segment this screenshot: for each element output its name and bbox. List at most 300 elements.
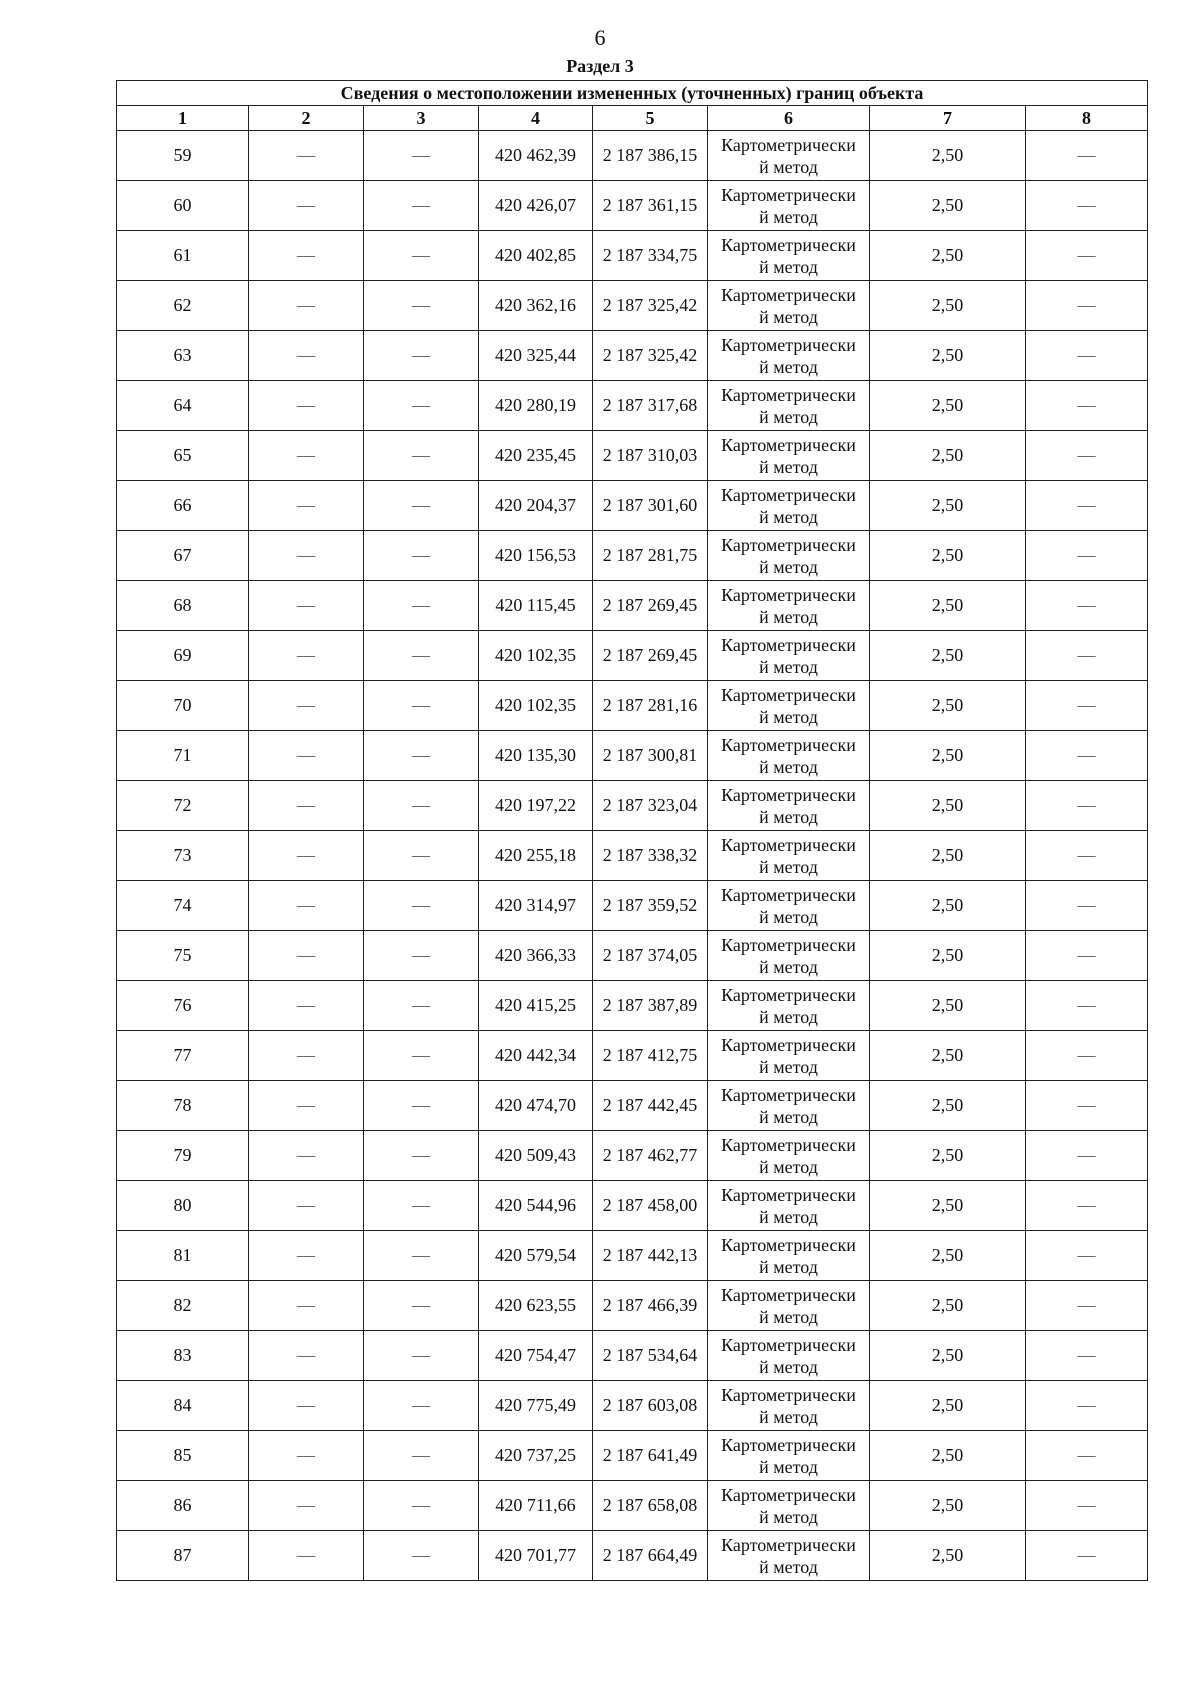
method-text-line1: Картометрически xyxy=(721,334,856,355)
point-number-cell: 77 xyxy=(117,1031,249,1081)
empty-dash-cell: — xyxy=(1026,781,1148,831)
column-number: 8 xyxy=(1026,106,1148,131)
empty-dash-cell: — xyxy=(364,331,479,381)
method-cell xyxy=(708,781,870,831)
y-coordinate-cell: 2 187 359,52 xyxy=(593,881,708,931)
empty-dash-cell: — xyxy=(1026,831,1148,881)
x-coordinate-cell: 420 115,45 xyxy=(479,581,593,631)
x-coordinate-cell: 420 102,35 xyxy=(479,631,593,681)
empty-dash-cell: — xyxy=(364,431,479,481)
table-row xyxy=(117,1281,1148,1331)
y-coordinate-cell: 2 187 281,75 xyxy=(593,531,708,581)
accuracy-cell: 2,50 xyxy=(870,181,1026,231)
empty-dash-cell: — xyxy=(1026,1381,1148,1431)
table-row xyxy=(117,1381,1148,1431)
point-number-cell: 78 xyxy=(117,1081,249,1131)
empty-dash-cell: — xyxy=(249,581,364,631)
empty-dash-cell: — xyxy=(249,731,364,781)
y-coordinate-cell: 2 187 300,81 xyxy=(593,731,708,781)
empty-dash-cell: — xyxy=(249,481,364,531)
column-number: 4 xyxy=(479,106,593,131)
accuracy-cell: 2,50 xyxy=(870,1281,1026,1331)
table-row xyxy=(117,781,1148,831)
y-coordinate-cell: 2 187 317,68 xyxy=(593,381,708,431)
method-cell xyxy=(708,1381,870,1431)
method-text-line1: Картометрически xyxy=(721,1384,856,1405)
empty-dash-cell: — xyxy=(364,381,479,431)
y-coordinate-cell: 2 187 361,15 xyxy=(593,181,708,231)
table-row xyxy=(117,731,1148,781)
point-number-cell: 68 xyxy=(117,581,249,631)
y-coordinate-cell: 2 187 442,13 xyxy=(593,1231,708,1281)
y-coordinate-cell: 2 187 323,04 xyxy=(593,781,708,831)
method-text-line1: Картометрически xyxy=(721,484,856,505)
table-row xyxy=(117,1231,1148,1281)
accuracy-cell: 2,50 xyxy=(870,431,1026,481)
method-cell xyxy=(708,231,870,281)
empty-dash-cell: — xyxy=(249,231,364,281)
point-number-cell: 71 xyxy=(117,731,249,781)
empty-dash-cell: — xyxy=(1026,881,1148,931)
table-row xyxy=(117,1431,1148,1481)
method-text-line1: Картометрически xyxy=(721,434,856,455)
method-text-line1: Картометрически xyxy=(721,1234,856,1255)
point-number-cell: 66 xyxy=(117,481,249,531)
y-coordinate-cell: 2 187 325,42 xyxy=(593,281,708,331)
method-cell xyxy=(708,831,870,881)
empty-dash-cell: — xyxy=(1026,681,1148,731)
accuracy-cell: 2,50 xyxy=(870,531,1026,581)
coordinates-table xyxy=(116,80,1148,1581)
empty-dash-cell: — xyxy=(364,231,479,281)
method-text-line1: Картометрически xyxy=(721,1434,856,1455)
empty-dash-cell: — xyxy=(364,881,479,931)
accuracy-cell: 2,50 xyxy=(870,681,1026,731)
table-row xyxy=(117,481,1148,531)
empty-dash-cell: — xyxy=(249,1031,364,1081)
table-row xyxy=(117,581,1148,631)
y-coordinate-cell: 2 187 310,03 xyxy=(593,431,708,481)
x-coordinate-cell: 420 156,53 xyxy=(479,531,593,581)
x-coordinate-cell: 420 509,43 xyxy=(479,1131,593,1181)
empty-dash-cell: — xyxy=(364,281,479,331)
method-text-line1: Картометрически xyxy=(721,784,856,805)
empty-dash-cell: — xyxy=(1026,431,1148,481)
y-coordinate-cell: 2 187 658,08 xyxy=(593,1481,708,1531)
empty-dash-cell: — xyxy=(1026,381,1148,431)
accuracy-cell: 2,50 xyxy=(870,481,1026,531)
accuracy-cell: 2,50 xyxy=(870,1131,1026,1181)
empty-dash-cell: — xyxy=(1026,1531,1148,1581)
method-cell xyxy=(708,431,870,481)
table-row xyxy=(117,681,1148,731)
y-coordinate-cell: 2 187 334,75 xyxy=(593,231,708,281)
table-row xyxy=(117,1331,1148,1381)
method-text-line2: й метод xyxy=(759,656,818,677)
method-text-line1: Картометрически xyxy=(721,1534,856,1555)
method-cell xyxy=(708,1431,870,1481)
method-text-line1: Картометрически xyxy=(721,584,856,605)
empty-dash-cell: — xyxy=(1026,1081,1148,1131)
point-number-cell: 80 xyxy=(117,1181,249,1231)
x-coordinate-cell: 420 544,96 xyxy=(479,1181,593,1231)
accuracy-cell: 2,50 xyxy=(870,1431,1026,1481)
method-text-line1: Картометрически xyxy=(721,1334,856,1355)
method-text-line1: Картометрически xyxy=(721,184,856,205)
method-text-line2: й метод xyxy=(759,1106,818,1127)
accuracy-cell: 2,50 xyxy=(870,331,1026,381)
column-number: 3 xyxy=(364,106,479,131)
empty-dash-cell: — xyxy=(364,1331,479,1381)
x-coordinate-cell: 420 462,39 xyxy=(479,131,593,181)
column-number: 2 xyxy=(249,106,364,131)
empty-dash-cell: — xyxy=(249,1131,364,1181)
x-coordinate-cell: 420 415,25 xyxy=(479,981,593,1031)
method-cell xyxy=(708,1481,870,1531)
method-cell xyxy=(708,981,870,1031)
table-row xyxy=(117,981,1148,1031)
method-text-line1: Картометрически xyxy=(721,934,856,955)
empty-dash-cell: — xyxy=(1026,731,1148,781)
empty-dash-cell: — xyxy=(1026,1331,1148,1381)
accuracy-cell: 2,50 xyxy=(870,1331,1026,1381)
x-coordinate-cell: 420 314,97 xyxy=(479,881,593,931)
empty-dash-cell: — xyxy=(249,931,364,981)
method-text-line1: Картометрически xyxy=(721,634,856,655)
y-coordinate-cell: 2 187 664,49 xyxy=(593,1531,708,1581)
point-number-cell: 65 xyxy=(117,431,249,481)
empty-dash-cell: — xyxy=(249,1431,364,1481)
empty-dash-cell: — xyxy=(364,1481,479,1531)
column-number: 5 xyxy=(593,106,708,131)
point-number-cell: 69 xyxy=(117,631,249,681)
empty-dash-cell: — xyxy=(364,1431,479,1481)
accuracy-cell: 2,50 xyxy=(870,781,1026,831)
y-coordinate-cell: 2 187 458,00 xyxy=(593,1181,708,1231)
point-number-cell: 82 xyxy=(117,1281,249,1331)
method-text-line2: й метод xyxy=(759,906,818,927)
method-cell xyxy=(708,1081,870,1131)
point-number-cell: 75 xyxy=(117,931,249,981)
empty-dash-cell: — xyxy=(1026,931,1148,981)
method-text-line1: Картометрически xyxy=(721,1284,856,1305)
table-row xyxy=(117,231,1148,281)
empty-dash-cell: — xyxy=(249,1281,364,1331)
method-cell xyxy=(708,131,870,181)
accuracy-cell: 2,50 xyxy=(870,631,1026,681)
empty-dash-cell: — xyxy=(1026,481,1148,531)
method-text-line2: й метод xyxy=(759,1456,818,1477)
method-text-line2: й метод xyxy=(759,1056,818,1077)
method-text-line2: й метод xyxy=(759,206,818,227)
empty-dash-cell: — xyxy=(249,181,364,231)
accuracy-cell: 2,50 xyxy=(870,931,1026,981)
empty-dash-cell: — xyxy=(249,381,364,431)
method-text-line2: й метод xyxy=(759,1406,818,1427)
column-number: 7 xyxy=(870,106,1026,131)
method-text-line1: Картометрически xyxy=(721,1034,856,1055)
y-coordinate-cell: 2 187 462,77 xyxy=(593,1131,708,1181)
empty-dash-cell: — xyxy=(1026,1481,1148,1531)
accuracy-cell: 2,50 xyxy=(870,1231,1026,1281)
y-coordinate-cell: 2 187 412,75 xyxy=(593,1031,708,1081)
method-text-line2: й метод xyxy=(759,406,818,427)
point-number-cell: 79 xyxy=(117,1131,249,1181)
method-text-line1: Картометрически xyxy=(721,884,856,905)
method-text-line2: й метод xyxy=(759,256,818,277)
y-coordinate-cell: 2 187 442,45 xyxy=(593,1081,708,1131)
x-coordinate-cell: 420 754,47 xyxy=(479,1331,593,1381)
point-number-cell: 64 xyxy=(117,381,249,431)
method-text-line2: й метод xyxy=(759,756,818,777)
method-cell xyxy=(708,331,870,381)
empty-dash-cell: — xyxy=(249,631,364,681)
point-number-cell: 85 xyxy=(117,1431,249,1481)
method-cell xyxy=(708,581,870,631)
table-body xyxy=(117,131,1148,1581)
x-coordinate-cell: 420 623,55 xyxy=(479,1281,593,1331)
table-row xyxy=(117,281,1148,331)
section-title: Раздел 3 xyxy=(566,56,634,76)
empty-dash-cell: — xyxy=(1026,1031,1148,1081)
empty-dash-cell: — xyxy=(249,681,364,731)
method-text-line1: Картометрически xyxy=(721,1084,856,1105)
x-coordinate-cell: 420 701,77 xyxy=(479,1531,593,1581)
method-cell xyxy=(708,881,870,931)
empty-dash-cell: — xyxy=(249,1531,364,1581)
y-coordinate-cell: 2 187 534,64 xyxy=(593,1331,708,1381)
method-text-line2: й метод xyxy=(759,506,818,527)
method-text-line2: й метод xyxy=(759,1556,818,1577)
method-text-line2: й метод xyxy=(759,606,818,627)
point-number-cell: 63 xyxy=(117,331,249,381)
table-row xyxy=(117,431,1148,481)
x-coordinate-cell: 420 204,37 xyxy=(479,481,593,531)
table-row xyxy=(117,1181,1148,1231)
x-coordinate-cell: 420 775,49 xyxy=(479,1381,593,1431)
x-coordinate-cell: 420 197,22 xyxy=(479,781,593,831)
table-row xyxy=(117,881,1148,931)
accuracy-cell: 2,50 xyxy=(870,281,1026,331)
table-row xyxy=(117,1081,1148,1131)
point-number-cell: 84 xyxy=(117,1381,249,1431)
accuracy-cell: 2,50 xyxy=(870,981,1026,1031)
point-number-cell: 83 xyxy=(117,1331,249,1381)
table-row xyxy=(117,531,1148,581)
table-caption: Сведения о местоположении измененных (уточненных) границ объекта xyxy=(117,81,1148,106)
empty-dash-cell: — xyxy=(364,931,479,981)
method-text-line1: Картометрически xyxy=(721,984,856,1005)
method-cell xyxy=(708,631,870,681)
empty-dash-cell: — xyxy=(364,131,479,181)
table-row xyxy=(117,1531,1148,1581)
x-coordinate-cell: 420 102,35 xyxy=(479,681,593,731)
empty-dash-cell: — xyxy=(364,1181,479,1231)
method-cell xyxy=(708,181,870,231)
empty-dash-cell: — xyxy=(1026,281,1148,331)
column-number: 1 xyxy=(117,106,249,131)
x-coordinate-cell: 420 442,34 xyxy=(479,1031,593,1081)
table-row xyxy=(117,831,1148,881)
table-row xyxy=(117,381,1148,431)
empty-dash-cell: — xyxy=(1026,1181,1148,1231)
accuracy-cell: 2,50 xyxy=(870,1181,1026,1231)
y-coordinate-cell: 2 187 338,32 xyxy=(593,831,708,881)
empty-dash-cell: — xyxy=(249,531,364,581)
empty-dash-cell: — xyxy=(364,1231,479,1281)
method-text-line1: Картометрически xyxy=(721,1484,856,1505)
method-cell xyxy=(708,681,870,731)
method-text-line2: й метод xyxy=(759,856,818,877)
table-row xyxy=(117,131,1148,181)
column-number-row xyxy=(117,106,1148,131)
x-coordinate-cell: 420 280,19 xyxy=(479,381,593,431)
accuracy-cell: 2,50 xyxy=(870,381,1026,431)
page-number: 6 xyxy=(594,25,606,50)
method-text-line1: Картометрически xyxy=(721,384,856,405)
method-cell xyxy=(708,1131,870,1181)
empty-dash-cell: — xyxy=(364,1281,479,1331)
x-coordinate-cell: 420 135,30 xyxy=(479,731,593,781)
point-number-cell: 70 xyxy=(117,681,249,731)
point-number-cell: 81 xyxy=(117,1231,249,1281)
empty-dash-cell: — xyxy=(1026,631,1148,681)
accuracy-cell: 2,50 xyxy=(870,231,1026,281)
empty-dash-cell: — xyxy=(249,1381,364,1431)
empty-dash-cell: — xyxy=(364,731,479,781)
y-coordinate-cell: 2 187 641,49 xyxy=(593,1431,708,1481)
empty-dash-cell: — xyxy=(249,1331,364,1381)
table-row xyxy=(117,1131,1148,1181)
method-cell xyxy=(708,1331,870,1381)
empty-dash-cell: — xyxy=(249,981,364,1031)
table-row xyxy=(117,931,1148,981)
point-number-cell: 74 xyxy=(117,881,249,931)
point-number-cell: 72 xyxy=(117,781,249,831)
method-text-line2: й метод xyxy=(759,1506,818,1527)
method-text-line2: й метод xyxy=(759,356,818,377)
point-number-cell: 73 xyxy=(117,831,249,881)
empty-dash-cell: — xyxy=(364,1381,479,1431)
method-text-line2: й метод xyxy=(759,1156,818,1177)
method-text-line1: Картометрически xyxy=(721,534,856,555)
y-coordinate-cell: 2 187 325,42 xyxy=(593,331,708,381)
method-cell xyxy=(708,381,870,431)
x-coordinate-cell: 420 737,25 xyxy=(479,1431,593,1481)
empty-dash-cell: — xyxy=(364,531,479,581)
method-text-line1: Картометрически xyxy=(721,284,856,305)
empty-dash-cell: — xyxy=(364,1531,479,1581)
method-text-line1: Картометрически xyxy=(721,234,856,255)
method-text-line2: й метод xyxy=(759,806,818,827)
x-coordinate-cell: 420 474,70 xyxy=(479,1081,593,1131)
point-number-cell: 67 xyxy=(117,531,249,581)
empty-dash-cell: — xyxy=(1026,331,1148,381)
x-coordinate-cell: 420 579,54 xyxy=(479,1231,593,1281)
method-cell xyxy=(708,931,870,981)
method-cell xyxy=(708,1281,870,1331)
method-text-line2: й метод xyxy=(759,706,818,727)
empty-dash-cell: — xyxy=(249,131,364,181)
empty-dash-cell: — xyxy=(249,1231,364,1281)
accuracy-cell: 2,50 xyxy=(870,881,1026,931)
empty-dash-cell: — xyxy=(249,881,364,931)
accuracy-cell: 2,50 xyxy=(870,131,1026,181)
y-coordinate-cell: 2 187 374,05 xyxy=(593,931,708,981)
empty-dash-cell: — xyxy=(1026,181,1148,231)
empty-dash-cell: — xyxy=(249,831,364,881)
x-coordinate-cell: 420 366,33 xyxy=(479,931,593,981)
accuracy-cell: 2,50 xyxy=(870,1481,1026,1531)
empty-dash-cell: — xyxy=(249,281,364,331)
accuracy-cell: 2,50 xyxy=(870,731,1026,781)
accuracy-cell: 2,50 xyxy=(870,831,1026,881)
x-coordinate-cell: 420 402,85 xyxy=(479,231,593,281)
empty-dash-cell: — xyxy=(1026,581,1148,631)
empty-dash-cell: — xyxy=(249,431,364,481)
point-number-cell: 59 xyxy=(117,131,249,181)
accuracy-cell: 2,50 xyxy=(870,1031,1026,1081)
table-row xyxy=(117,331,1148,381)
y-coordinate-cell: 2 187 301,60 xyxy=(593,481,708,531)
empty-dash-cell: — xyxy=(364,831,479,881)
method-text-line1: Картометрически xyxy=(721,1134,856,1155)
empty-dash-cell: — xyxy=(249,781,364,831)
x-coordinate-cell: 420 325,44 xyxy=(479,331,593,381)
method-cell xyxy=(708,1031,870,1081)
method-text-line2: й метод xyxy=(759,1356,818,1377)
method-cell xyxy=(708,531,870,581)
method-text-line2: й метод xyxy=(759,1256,818,1277)
accuracy-cell: 2,50 xyxy=(870,1381,1026,1431)
y-coordinate-cell: 2 187 387,89 xyxy=(593,981,708,1031)
empty-dash-cell: — xyxy=(364,481,479,531)
table-row xyxy=(117,181,1148,231)
method-text-line2: й метод xyxy=(759,1006,818,1027)
method-text-line2: й метод xyxy=(759,1206,818,1227)
y-coordinate-cell: 2 187 269,45 xyxy=(593,631,708,681)
method-text-line1: Картометрически xyxy=(721,684,856,705)
method-text-line2: й метод xyxy=(759,156,818,177)
empty-dash-cell: — xyxy=(1026,531,1148,581)
empty-dash-cell: — xyxy=(1026,1231,1148,1281)
empty-dash-cell: — xyxy=(364,1081,479,1131)
x-coordinate-cell: 420 711,66 xyxy=(479,1481,593,1531)
empty-dash-cell: — xyxy=(364,581,479,631)
method-text-line1: Картометрически xyxy=(721,734,856,755)
method-text-line2: й метод xyxy=(759,956,818,977)
table-row xyxy=(117,1031,1148,1081)
point-number-cell: 86 xyxy=(117,1481,249,1531)
empty-dash-cell: — xyxy=(1026,1131,1148,1181)
y-coordinate-cell: 2 187 466,39 xyxy=(593,1281,708,1331)
method-text-line1: Картометрически xyxy=(721,834,856,855)
empty-dash-cell: — xyxy=(364,781,479,831)
empty-dash-cell: — xyxy=(1026,1281,1148,1331)
method-text-line2: й метод xyxy=(759,456,818,477)
point-number-cell: 61 xyxy=(117,231,249,281)
method-cell xyxy=(708,1531,870,1581)
y-coordinate-cell: 2 187 269,45 xyxy=(593,581,708,631)
y-coordinate-cell: 2 187 386,15 xyxy=(593,131,708,181)
method-cell xyxy=(708,731,870,781)
point-number-cell: 62 xyxy=(117,281,249,331)
empty-dash-cell: — xyxy=(1026,981,1148,1031)
empty-dash-cell: — xyxy=(1026,231,1148,281)
method-text-line2: й метод xyxy=(759,1306,818,1327)
accuracy-cell: 2,50 xyxy=(870,1531,1026,1581)
method-text-line1: Картометрически xyxy=(721,134,856,155)
